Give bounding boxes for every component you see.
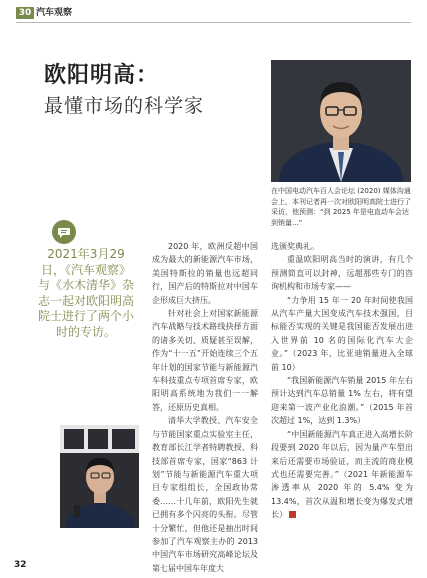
paragraph: 2020 年，欧洲反超中国成为最大的新能源汽车市场，美国特斯拉的销量也远超同行，国产后的特斯拉对中国车企形成巨大挤压。	[152, 242, 258, 305]
speech-bubble-icon	[52, 220, 76, 244]
paragraph: “力争用 15 年一 20 年时间使我国从汽车产量大国变成汽车技术强国，目标能否实现的关键是我国能否发展出进入世界前 10 名的国际化汽车大企业。”（2023 年，比亚迪销量进入全球前 10）	[271, 295, 413, 372]
section-number-badge: 30	[16, 7, 34, 19]
paragraph-text: “中国新能源汽车真正进入高增长阶段要到 2020 年以后，因为量产车型出来后还需要市场验证，而主流的商业模式也还需要完善。”（2021 年新能源车渗透率从 2020 年的 5.4% 变为 13.4%，首次从温和增长变为爆发式增长）	[271, 429, 413, 520]
page-number: 32	[14, 560, 27, 570]
portrait-illustration	[271, 60, 411, 182]
photo-caption: 在中国电动汽车百人会论坛 (2020) 媒体沟通会上，本刊记者再一次对欧阳明高院士进行了采访，他预测：“到 2025 年是电直动车会达到销量...”	[271, 187, 411, 227]
speaker-illustration	[60, 425, 139, 528]
body-column-1	[152, 240, 258, 575]
paragraph-last	[271, 428, 413, 522]
paragraph: 针对社会上对国家新能源汽车战略与技术路线抉择方面的诸多关切、质疑甚至误解，作为“十一五”开始连续三个五年计划的国家节能与新能源汽车科技重点专项首席专家，欧阳明高系统地为我们一一解答，还原历史真相。	[152, 309, 258, 412]
header-divider	[16, 22, 411, 23]
pull-quote: 2021年3月29日，《汽车观察》与《水木清华》杂志一起对欧阳明高院士进行了两个小时的专访。	[38, 247, 135, 339]
body-column-2	[271, 240, 413, 522]
paragraph: 选颁奖典礼。	[271, 242, 319, 251]
speaker-photo	[60, 425, 139, 528]
end-mark-icon	[289, 511, 296, 518]
paragraph: “我国新能源汽车销量 2015 年左右预计达到汽车总销量 1% 左右，将有望迎来第一波产业化浪潮。”（2015 年首次超过 1%，达到 1.3%）	[271, 376, 413, 426]
paragraph: 清华大学教授、汽车安全与节能国家重点实验室主任，教育部长江学者特聘教授、科技部首席专家，国家“863 计划”节能与新能源汽车重大项目专家组组长，全国政协常委……十几年前，欧阳先生就已拥有多个闪亮的头衔。尽管十分繁忙，但他还是抽出时间参加了汽车观察主办的 2013 中国汽车市场研究高峰论坛及第七届中国车年度大	[152, 416, 258, 573]
magazine-section-title: 汽车观察	[36, 8, 73, 18]
portrait-photo	[271, 60, 411, 182]
article-title: 欧阳明高：	[44, 63, 160, 88]
paragraph: 重温欧阳明高当时的演讲，有几个预测简直可以封神，远超那些专门的咨询机构和市场专家——	[271, 255, 413, 292]
article-subtitle: 最懂市场的科学家	[44, 95, 205, 117]
